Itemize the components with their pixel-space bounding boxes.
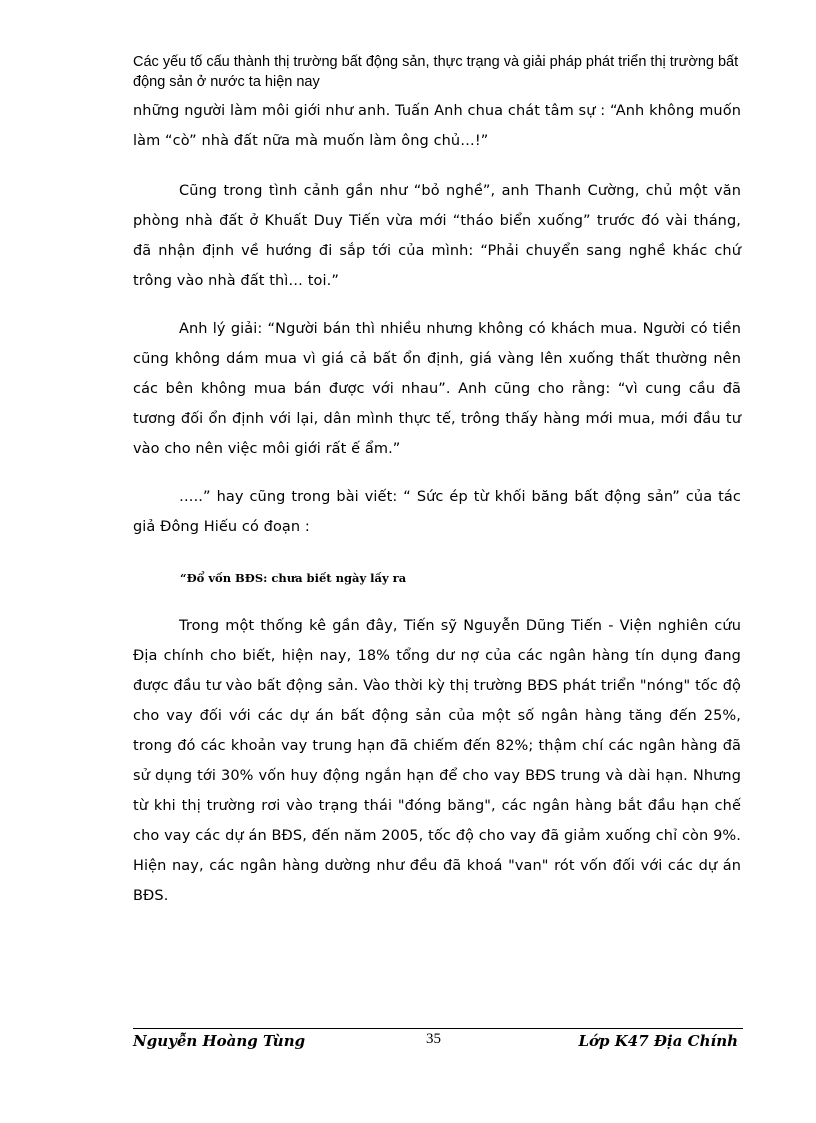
footer-author: Nguyễn Hoàng Tùng [133,1032,306,1050]
running-header: Các yếu tố cấu thành thị trường bất động sản, thực trạng và giải pháp phát triển thị trường bất động sản ở nước ta hiện nay [133,54,739,90]
paragraph-text: Anh lý giải: “Người bán thì nhiều nhưng không có khách mua. Người có tiền cũng không dám mua vì giá cả bất ổn định, giá vàng lên xuống thất thường nên các bên không mua bán được với nhau”. Anh cũng cho rằng: “vì cung cầu đã tương đối ổn định với lại, dân mình thực tế, trông thấy hàng mới mua, mới đầu tư vào cho nên việc môi giới rất ế ẩm.” [133,321,741,457]
paragraph [133,176,741,296]
page-number: 35 [426,1031,441,1047]
paragraph-text: …..” hay cũng trong bài viết: “ Sức ép từ khối băng bất động sản” của tác giả Đông Hiếu có đoạn : [133,489,741,535]
paragraph-text: những người làm môi giới như anh. Tuấn Anh chua chát tâm sự : “Anh không muốn làm “cò” nhà đất nữa mà muốn làm ông chủ…!” [133,103,741,149]
paragraph-text: Trong một thống kê gần đây, Tiến sỹ Nguyễn Dũng Tiến - Viện nghiên cứu Địa chính cho biết, hiện nay, 18% tổng dư nợ của các ngân hàng tín dụng đang được đầu tư vào bất động sản. Vào thời kỳ thị trường BĐS phát triển "nóng" tốc độ cho vay đối với các dự án bất động sản của một số ngân hàng tăng đến 25%, trong đó các khoản vay trung hạn đã chiếm đến 82%; thậm chí các ngân hàng đã sử dụng tới 30% vốn huy động ngắn hạn để cho vay BĐS trung và dài hạn. Nhưng từ khi thị trường rơi vào trạng thái "đóng băng", các ngân hàng bắt đầu hạn chế cho vay các dự án BĐS, đến năm 2005, tốc độ cho vay đã giảm xuống chỉ còn 9%. Hiện nay, các ngân hàng dường như đều đã khoá "van" rót vốn đối với các dự án BĐS. [133,618,741,904]
paragraph-text: Cũng trong tình cảnh gần như “bỏ nghề”, anh Thanh Cường, chủ một văn phòng nhà đất ở Khuất Duy Tiến vừa mới “tháo biển xuống” trước đó vài tháng, đã nhận định về hướng đi sắp tới của mình: “Phải chuyển sang nghề khác chứ trông vào nhà đất thì… toi.” [133,183,741,289]
footer-divider [133,1028,743,1029]
quoted-subheading: “Đổ vốn BĐS: chưa biết ngày lấy ra [180,571,407,585]
paragraph [133,314,741,464]
paragraph-continuation [133,96,741,156]
paragraph [133,611,741,911]
footer-class-label: Lớp K47 Địa Chính [578,1032,738,1050]
paragraph [133,482,741,542]
